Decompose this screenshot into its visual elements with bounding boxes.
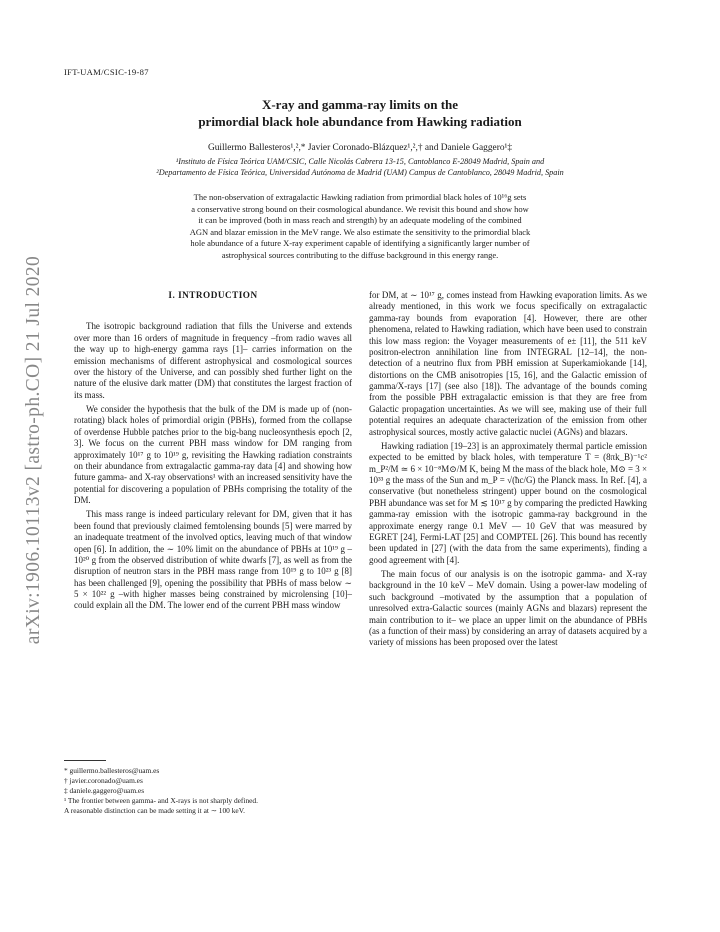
footnote-1-line-2: A reasonable distinction can be made setting it at ∼ 100 keV. — [64, 806, 245, 815]
footnote-email-2: † javier.coronado@uam.es — [64, 776, 143, 785]
intro-paragraph-1: The isotropic background radiation that fills the Universe and extends over more than 16 orders of magnitude in frequency –from radio waves all the way up to high-energy gamma rays [1]– carries information on the emission mechanisms of different astrophysical and cosmological sources over the history of the Universe, and can possibly shed further light on the nature of the elusive dark matter (DM) that constitutes the largest fraction of its mass. — [74, 321, 352, 400]
hawking-radiation-paragraph: Hawking radiation [19–23] is an approximately thermal particle emission expected to be emitted by black holes, with temperature T = (8πk_B)⁻¹c² m_P²/M ≃ 6 × 10⁻⁸M⊙/M K, being M the mass of the black hole, M⊙ = 3 × 10³³ g the mass of the Sun and m_P = √(ħc/G) the Planck mass. In Ref. [4], a conservative (but nonetheless stringent) upper bound on the cosmological PBH abundance was set for M ≲ 10¹⁷ g by comparing the predicted Hawking gamma-ray emission with the isotropic gamma-ray background in the approximate energy range 0.1 MeV — 10 GeV that was measured by EGRET [24], Fermi-LAT [25] and COMPTEL [26]. This bound has recently been updated in [27] (with the data from the same experiments), finding a good agreement with [4]. — [369, 440, 647, 565]
affiliations — [64, 156, 656, 178]
paper-title-line-2: primordial black hole abundance from Hawking radiation — [198, 114, 522, 129]
right-column — [369, 290, 647, 652]
left-column — [74, 290, 352, 615]
intro-paragraph-2: We consider the hypothesis that the bulk of the DM is made up of (non-rotating) black holes of primordial origin (PBHs), formed from the collapse of overdense Hubble patches prior to the big-bang nucleosynthesis epoch [2, 3]. We focus on the current PBH mass window for DM ranging from approximately 10¹⁷ g to 10¹⁹ g, revisiting the Hawking radiation constraints on their abundance from extragalactic gamma-ray data [4] and showing how future gamma- and X-ray observations¹ with an increased sensitivity have the potential for discovering a population of PBHs comprising the totality of the DM. — [74, 404, 352, 505]
footnote-email-1: * guillermo.ballesteros@uam.es — [64, 766, 160, 775]
abstract-line: hole abundance of a future X-ray experiment capable of identifying a significantly larger number of — [190, 238, 530, 248]
arxiv-identifier-stamp — [14, 240, 54, 660]
abstract-line: The non-observation of extragalactic Hawking radiation from primordial black holes of 10¹⁶g sets — [193, 192, 527, 202]
footnote-1-line-1: ¹ The frontier between gamma- and X-rays is not sharply defined. — [64, 796, 258, 805]
footnote-divider — [64, 760, 106, 761]
footnotes — [64, 766, 354, 816]
abstract-line: a conservative strong bound on their cosmological abundance. We revisit this bound and show how — [191, 203, 529, 214]
section-heading-introduction: I. INTRODUCTION — [168, 290, 258, 300]
abstract-line: astrophysical sources contributing to the diffuse background in this energy range. — [221, 249, 499, 260]
report-number: IFT-UAM/CSIC-19-87 — [64, 67, 149, 77]
intro-paragraph-3: This mass range is indeed particulary relevant for DM, given that it has been found that previously claimed femtolensing bounds [5] were marred by an inadequate treatment of the involved optics, leaving much of that window open [6]. In addition, the ∼ 10% limit on the abundance of PBHs at 10¹⁹ g – 10²⁰ g from the observed distribution of white dwarfs [7], as well as from the disruption of neutron stars in the PBH mass range from 10¹⁹ g to 10²³ g [8] has been challenged [9], opening the possibility that PBHs of mass below ∼ 5 × 10²² g –with higher masses being constrained by microlensing [10]– could explain all the DM. The lower end of the current PBH mass window — [74, 509, 352, 611]
abstract-line: it can be improved (both in mass reach and strength) by an adequate modeling of the combined — [198, 215, 522, 225]
affiliation-1: ¹Instituto de Física Teórica UAM/CSIC, Calle Nicolás Cabrera 13-15, Cantoblanco E-28049 Madrid, Spain and — [175, 157, 545, 166]
paper-title-line-1: X-ray and gamma-ray limits on the — [261, 97, 459, 112]
footnote-email-3: ‡ daniele.gaggero@uam.es — [64, 786, 145, 795]
paper-title — [64, 96, 656, 130]
abstract-line: AGN and blazar emission in the MeV range. We also estimate the sensitivity to the primordial black — [189, 226, 531, 237]
intro-paragraph-continued: for DM, at ∼ 10¹⁷ g, comes instead from Hawking evaporation limits. As we already mentioned, in this work we focus specifically on extragalactic gamma-ray bounds from evaporation [4]. However, there are other phenomena, related to Hawking radiation, which have been used to constrain this low mass region: the Voyager measurements of e± [11], the 511 keV positron-electron annihilation line from INTEGRAL [12–14], the non-detection of a neutrino flux from PBH emission at Superkamiokande [14], distortions on the CMB anisotropies [15, 16], and the Galactic emission of gamma/X-rays [17] (see also [18]). The advantage of the bounds coming from the possible PBH extragalactic emission is that they are free from Galactic propagation uncertainties. As we will see, making use of their full potential requires an adequate characterization of the emission from other astrophysical sources, mostly active galactic nuclei (AGNs) and blazars. — [369, 290, 647, 437]
abstract — [126, 192, 594, 261]
arxiv-identifier-text: arXiv:1906.10113v2 [astro-ph.CO] 21 Jul 2020 — [23, 255, 44, 645]
main-focus-paragraph: The main focus of our analysis is on the isotropic gamma- and X-ray background in the 10 keV – MeV domain. Using a power-law modeling of such background –motivated by the assumption that a population of unresolved extra-Galactic sources (mainly AGNs and blazars) represent the main contribution to it– we place an upper limit on the abundance of PBHs (as a function of their mass) by considering an array of datasets acquired by a variety of missions has been proposed over the latest — [369, 569, 647, 648]
affiliation-2: ²Departamento de Física Teórica, Universidad Autónoma de Madrid (UAM) Campus de Cantoblanco, 28049 Madrid, Spain — [156, 168, 564, 177]
author-list: Guillermo Ballesteros¹,²,* Javier Coronado-Blázquez¹,²,† and Daniele Gaggero¹‡ — [207, 143, 513, 153]
